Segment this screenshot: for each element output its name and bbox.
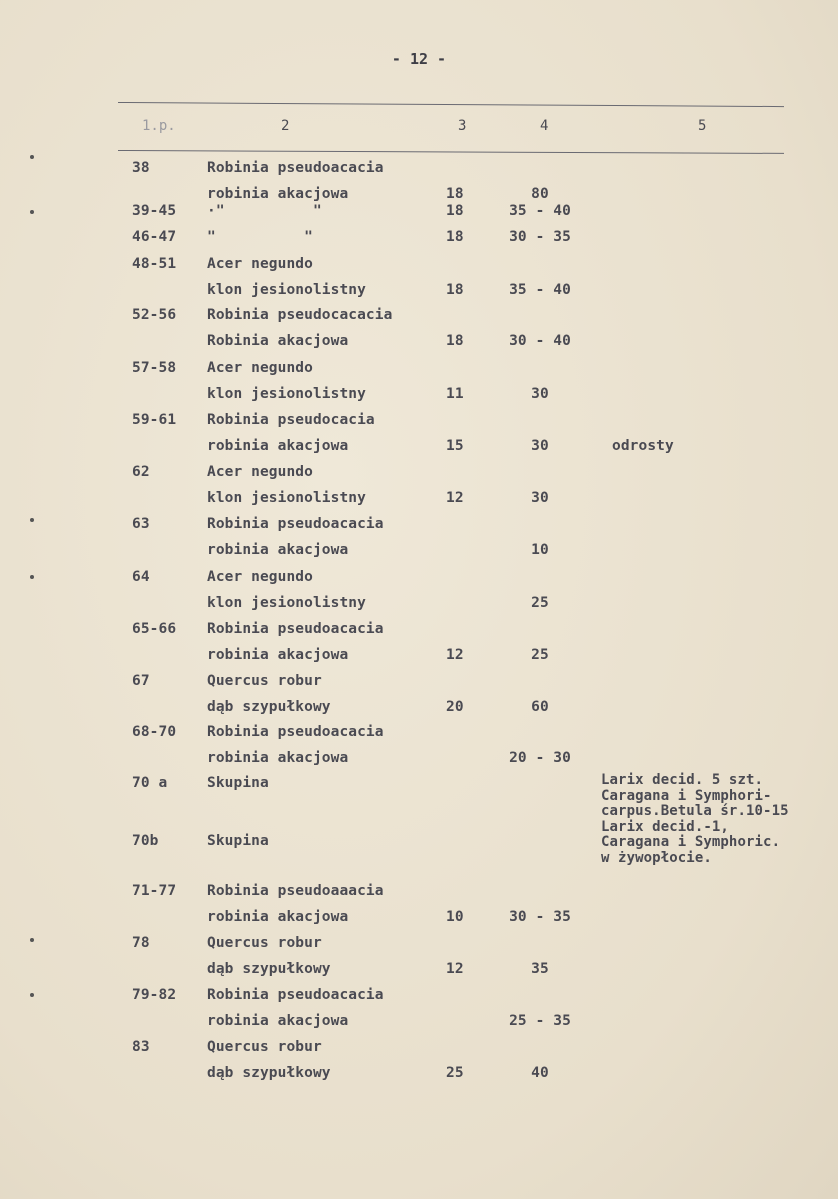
column-3-value: 12	[446, 961, 464, 977]
column-5-note: odrosty	[612, 438, 674, 454]
skupina-note-line: w żywopłocie.	[601, 849, 712, 866]
species-name-line: dąb szypułkowy	[207, 1065, 331, 1081]
species-name-line: Quercus robur	[207, 673, 322, 689]
hole-punch-mark	[30, 155, 34, 159]
row-number: 64	[132, 569, 150, 585]
column-3-value: 18	[446, 203, 464, 219]
species-name-line: Robinia pseudoacacia	[207, 987, 384, 1003]
species-name-line: Quercus robur	[207, 1039, 322, 1055]
row-number: 65-66	[132, 621, 177, 637]
hole-punch-mark	[30, 938, 34, 942]
species-name-line: robinia akacjowa	[207, 1013, 349, 1029]
column-header-5: 5	[698, 118, 707, 134]
column-header-3: 3	[458, 118, 467, 134]
row-number: 46-47	[132, 229, 177, 245]
row-number: 79-82	[132, 987, 177, 1003]
column-4-value: 25	[531, 647, 549, 663]
column-3-value: 18	[446, 282, 464, 298]
column-3-value: 12	[446, 647, 464, 663]
column-header-4: 4	[540, 118, 549, 134]
page-number: - 12 -	[391, 50, 447, 68]
column-4-value: 20 - 30	[509, 750, 571, 766]
species-name-line: klon jesionolistny	[207, 490, 366, 506]
skupina-note-line: Larix decid.-1,	[601, 818, 729, 835]
row-number: 67	[132, 673, 150, 689]
species-name-line: Skupina	[207, 833, 269, 849]
species-name-line: Robinia pseudocacia	[207, 412, 375, 428]
row-number: 62	[132, 464, 150, 480]
column-4-value: 30	[531, 386, 549, 402]
column-3-value: 15	[446, 438, 464, 454]
column-3-value: 18	[446, 333, 464, 349]
row-number: 78	[132, 935, 150, 951]
column-4-value: 10	[531, 542, 549, 558]
column-4-value: 35	[531, 961, 549, 977]
column-3-value: 12	[446, 490, 464, 506]
column-4-value: 35 - 40	[509, 282, 571, 298]
row-number: 52-56	[132, 307, 177, 323]
column-3-value: 18	[446, 186, 464, 202]
species-name-line: Quercus robur	[207, 935, 322, 951]
skupina-note-line: Larix decid. 5 szt.	[601, 772, 764, 788]
species-name-line: klon jesionolistny	[207, 595, 366, 611]
hole-punch-mark	[30, 575, 34, 579]
species-name-line: Robinia pseudoacacia	[207, 516, 384, 532]
column-4-value: 30	[531, 438, 549, 454]
skupina-note-line: carpus.Betula śr.10-15	[601, 803, 789, 819]
column-4-value: 25	[531, 595, 549, 611]
skupina-note-line: Caragana i Symphoric.	[601, 834, 781, 850]
species-name-line: Acer negundo	[207, 256, 313, 272]
column-4-value: 30 - 40	[509, 333, 571, 349]
species-name-line: Skupina	[207, 775, 269, 791]
column-3-value: 25	[446, 1065, 464, 1081]
species-name-line: robinia akacjowa	[207, 542, 349, 558]
species-name-line: " "	[207, 229, 313, 245]
hole-punch-mark	[30, 518, 34, 522]
column-3-value: 18	[446, 229, 464, 245]
species-name-line: ·" "	[207, 203, 322, 219]
column-4-value: 40	[531, 1065, 549, 1081]
column-4-value: 30 - 35	[509, 909, 571, 925]
species-name-line: dąb szypułkowy	[207, 961, 331, 977]
row-number: 48-51	[132, 256, 177, 272]
row-number: 68-70	[132, 724, 177, 740]
species-name-line: Robinia pseudoacacia	[207, 160, 384, 176]
species-name-line: Robinia akacjowa	[207, 333, 349, 349]
column-3-value: 20	[446, 699, 464, 715]
column-4-value: 25 - 35	[509, 1013, 571, 1029]
column-4-value: 30 - 35	[509, 229, 571, 245]
species-name-line: robinia akacjowa	[207, 647, 349, 663]
hole-punch-mark	[30, 993, 34, 997]
row-number: 70 a	[132, 775, 168, 791]
column-4-value: 35 - 40	[509, 203, 571, 219]
row-number: 38	[132, 160, 150, 176]
species-name-line: robinia akacjowa	[207, 186, 349, 202]
species-name-line: Acer negundo	[207, 569, 313, 585]
row-number: 70b	[132, 833, 159, 849]
column-3-value: 10	[446, 909, 464, 925]
species-name-line: klon jesionolistny	[207, 386, 366, 402]
row-number: 63	[132, 516, 150, 532]
species-name-line: robinia akacjowa	[207, 438, 349, 454]
species-name-line: robinia akacjowa	[207, 909, 349, 925]
species-name-line: Robinia pseudoaaacia	[207, 883, 384, 899]
column-3-value: 11	[446, 386, 464, 402]
species-name-line: Robinia pseudocacacia	[207, 307, 393, 323]
species-name-line: robinia akacjowa	[207, 750, 349, 766]
row-number: 71-77	[132, 883, 177, 899]
row-number: 59-61	[132, 412, 177, 428]
skupina-note-line: Caragana i Symphori-	[601, 787, 772, 804]
row-number: 39-45	[132, 203, 177, 219]
row-number: 57-58	[132, 360, 177, 376]
species-name-line: Robinia pseudoacacia	[207, 621, 384, 637]
column-header-1: 1.p.	[142, 118, 176, 134]
species-name-line: Acer negundo	[207, 360, 313, 376]
column-4-value: 30	[531, 490, 549, 506]
column-4-value: 60	[531, 699, 549, 715]
species-name-line: klon jesionolistny	[207, 282, 366, 298]
row-number: 83	[132, 1039, 150, 1055]
column-4-value: 80	[531, 186, 549, 202]
species-name-line: Robinia pseudoacacia	[207, 724, 384, 740]
species-name-line: dąb szypułkowy	[207, 699, 331, 715]
hole-punch-mark	[30, 210, 34, 214]
species-name-line: Acer negundo	[207, 464, 313, 480]
column-header-2: 2	[281, 118, 290, 134]
